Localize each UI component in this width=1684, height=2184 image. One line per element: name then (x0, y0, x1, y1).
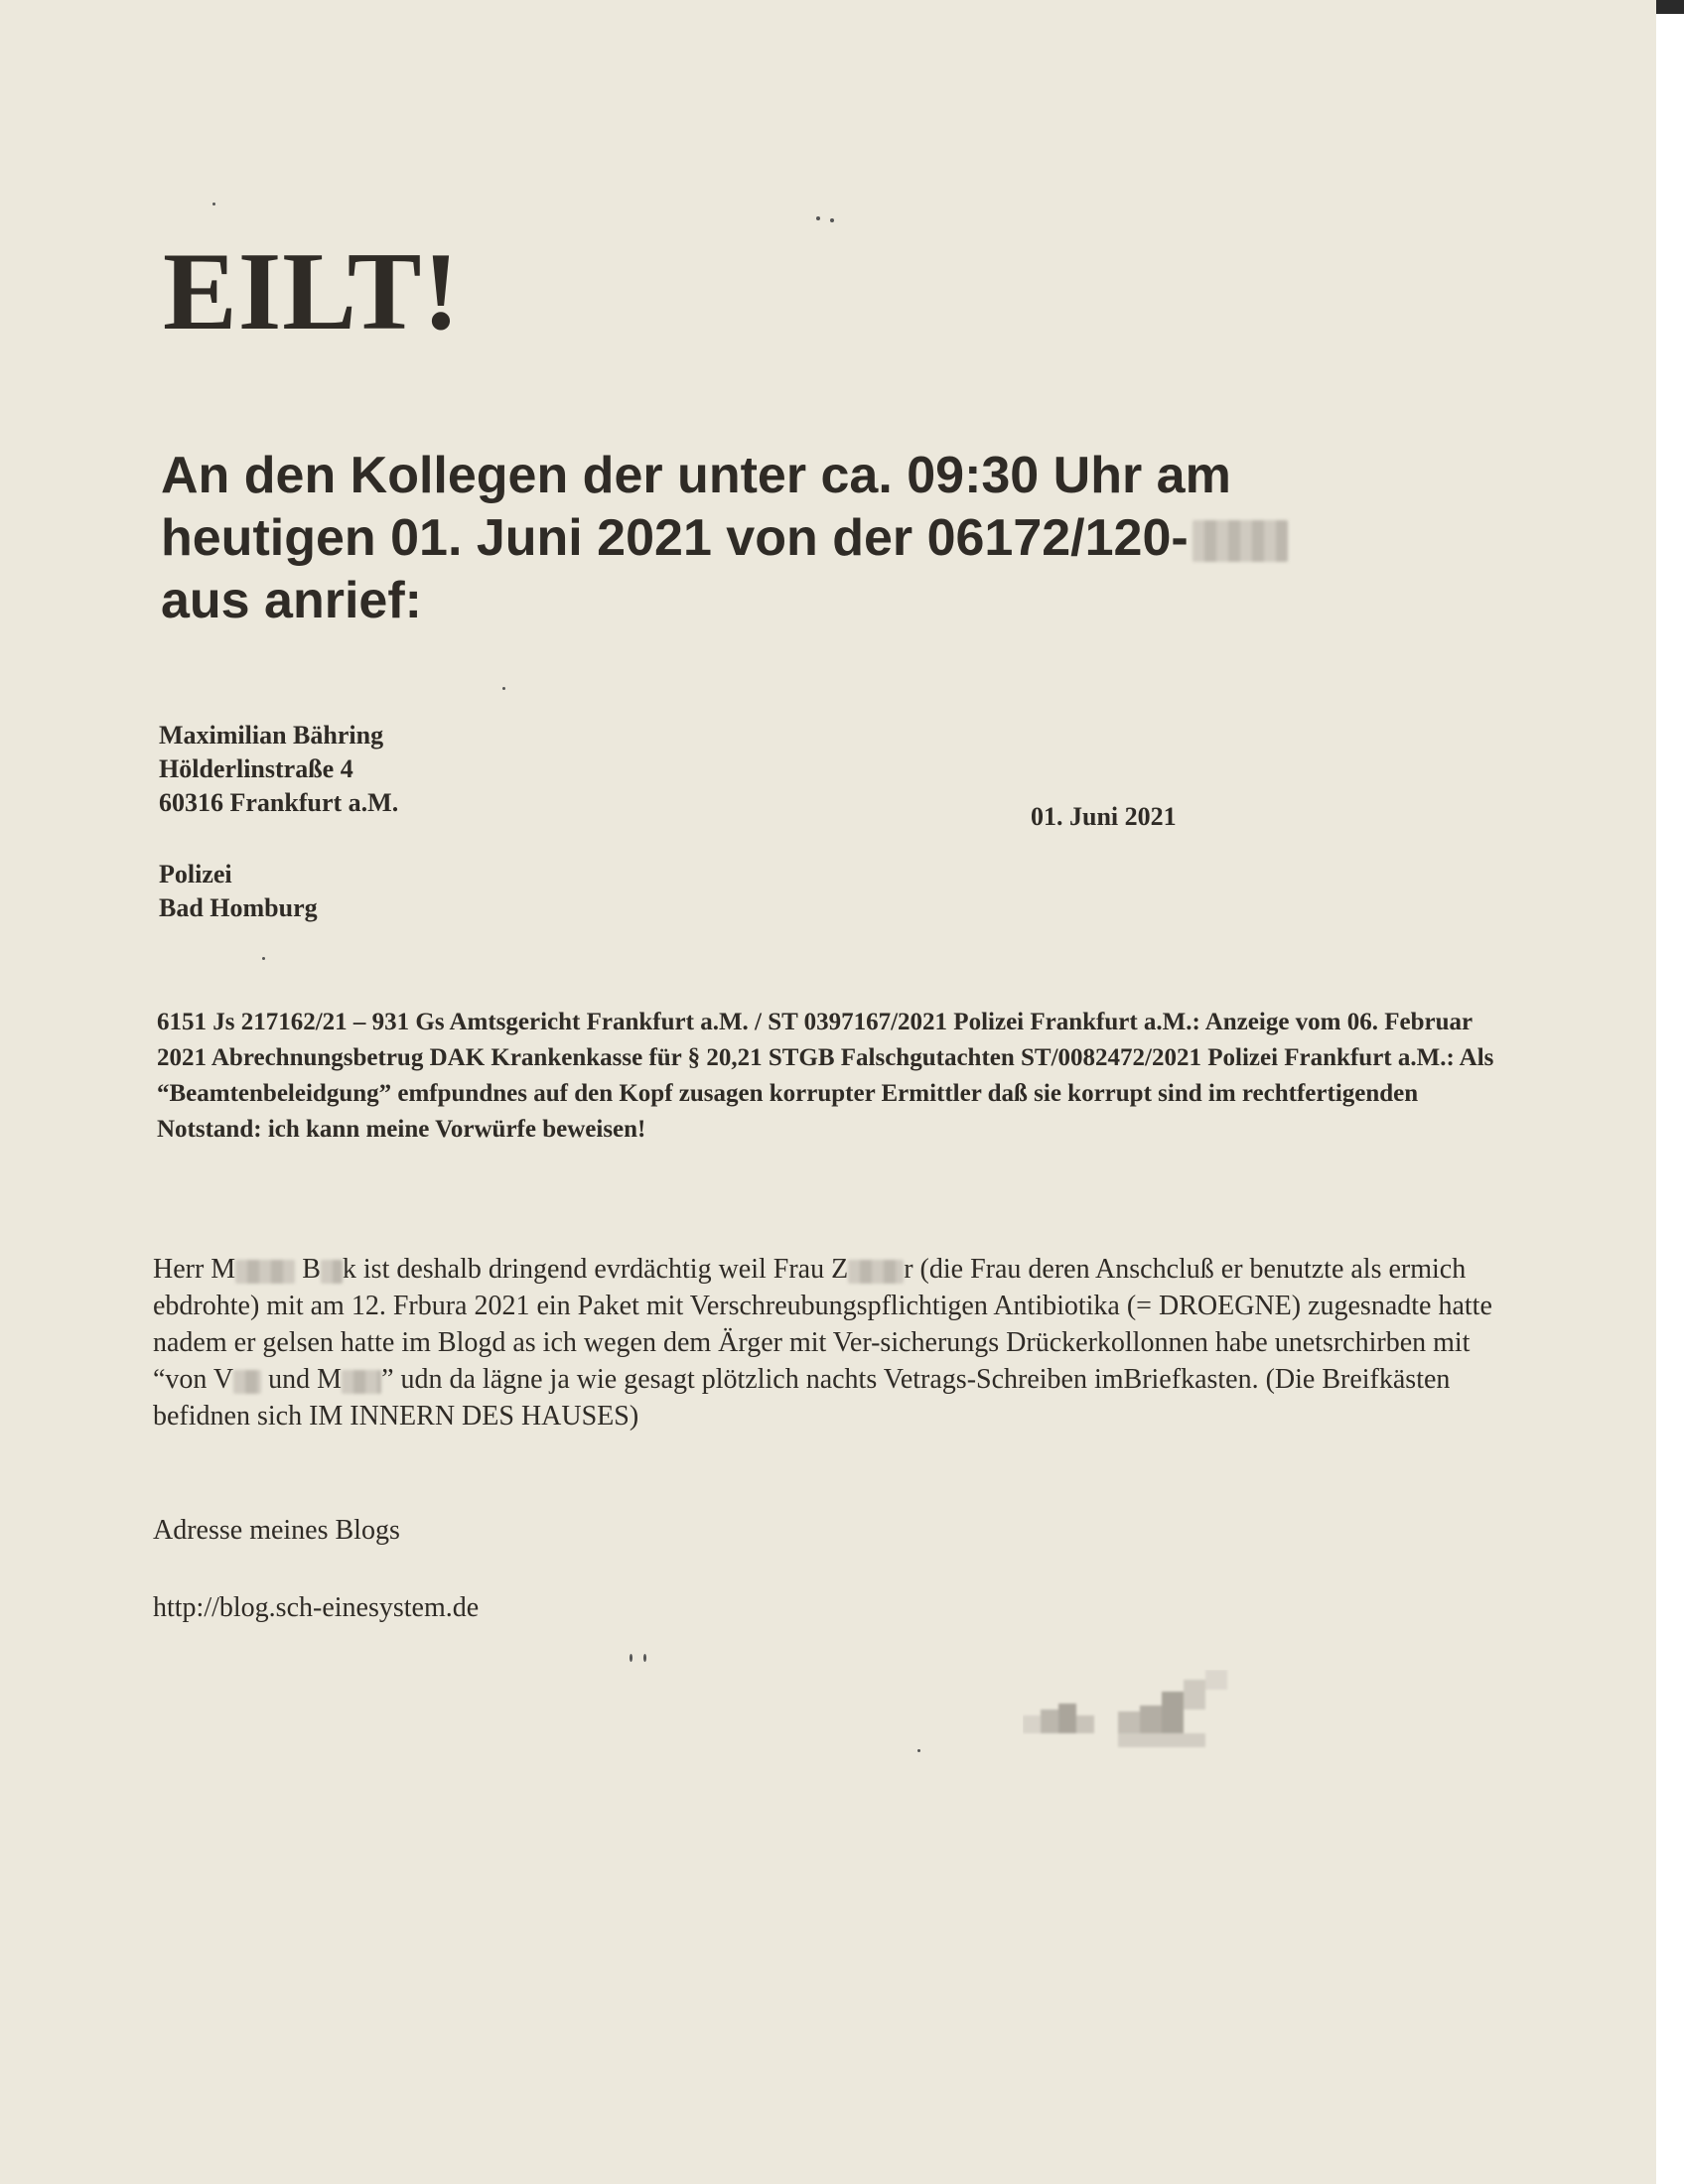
body-text-2: B (295, 1254, 321, 1285)
heading-line-1: An den Kollegen der unter ca. 09:30 Uhr am (161, 447, 1231, 504)
body-text-3: k ist deshalb dringend evrdächtig weil Frau Z (342, 1254, 849, 1285)
redacted-name (342, 1370, 381, 1394)
body-paragraph (153, 1251, 1513, 1434)
body-text-5: und M (261, 1364, 343, 1395)
body-text-6: ” udn da lägne ja wie gesagt plötzlich nachts Vetrags-Schreiben imBriefkasten. (Die Breifkästen befidnen sich IM INNERN DES HAUSES) (153, 1364, 1451, 1432)
recipient-line-2: Bad Homburg (159, 893, 318, 922)
sender-street: Hölderlinstraße 4 (159, 754, 353, 783)
recipient-line-1: Polizei (159, 860, 232, 888)
sender-name: Maximilian Bähring (159, 721, 384, 750)
blog-label: Adresse meines Blogs (153, 1515, 400, 1546)
sender-address (159, 719, 398, 820)
subject-line: 6151 Js 217162/21 – 931 Gs Amtsgericht Frankfurt a.M. / ST 0397167/2021 Polizei Frankfurt a.M.: Anzeige vom 06. Februar 2021 Abrechnungsbetrug DAK Krankenkasse für § 20,21 STGB Falschgutachten ST/0082472/2021 Polizei Frankfurt a.M.: Als “Beamtenbeleidgung” emfpundnes auf den Kopf zusagen korrupter Ermittler daß sie korrupt sind im rechtfertigenden Notstand: ich kann meine Vorwürfe beweisen! (157, 1009, 1494, 1143)
urgent-label: EILT! (163, 230, 461, 353)
paper-edge (1656, 0, 1684, 2184)
redacted-phone-digits (1193, 520, 1288, 562)
redacted-name (235, 1260, 295, 1284)
redacted-signature (1023, 1670, 1291, 1753)
heading-line-3: aus anrief: (161, 572, 422, 629)
heading (161, 445, 1472, 632)
scan-speck (262, 957, 265, 960)
blog-url: http://blog.sch-einesystem.de (153, 1592, 480, 1623)
recipient-address (159, 858, 318, 925)
scan-speck (643, 1654, 646, 1662)
scan-speck (917, 1749, 920, 1752)
redacted-name (848, 1260, 904, 1284)
scanner-shadow (1656, 0, 1684, 14)
scan-speck (502, 687, 505, 690)
letter-date: 01. Juni 2021 (1031, 802, 1177, 831)
scan-speck (816, 216, 820, 220)
redacted-name (233, 1370, 261, 1394)
body-text-1: Herr M (153, 1254, 236, 1285)
redacted-name (321, 1260, 343, 1284)
body-text-4: r (die Frau deren Anschcluß er benutzte als ermich ebdrohte) mit am 12. Frbura 2021 ein Paket mit Verschreubungspflichtigen Antibiotika (= DROEGNE) zugesnadte hatte nadem er gelsen hatte im Blogd as ich wegen dem Ärger mit Ver-sicherungs Drückerkollonnen habe unetsrchirben mit “von V (153, 1254, 1492, 1395)
scan-speck (212, 203, 215, 205)
scan-speck (630, 1654, 632, 1662)
heading-line-2: heutigen 01. Juni 2021 von der 06172/120- (161, 509, 1189, 567)
sender-city: 60316 Frankfurt a.M. (159, 788, 399, 817)
scan-speck (830, 218, 834, 222)
